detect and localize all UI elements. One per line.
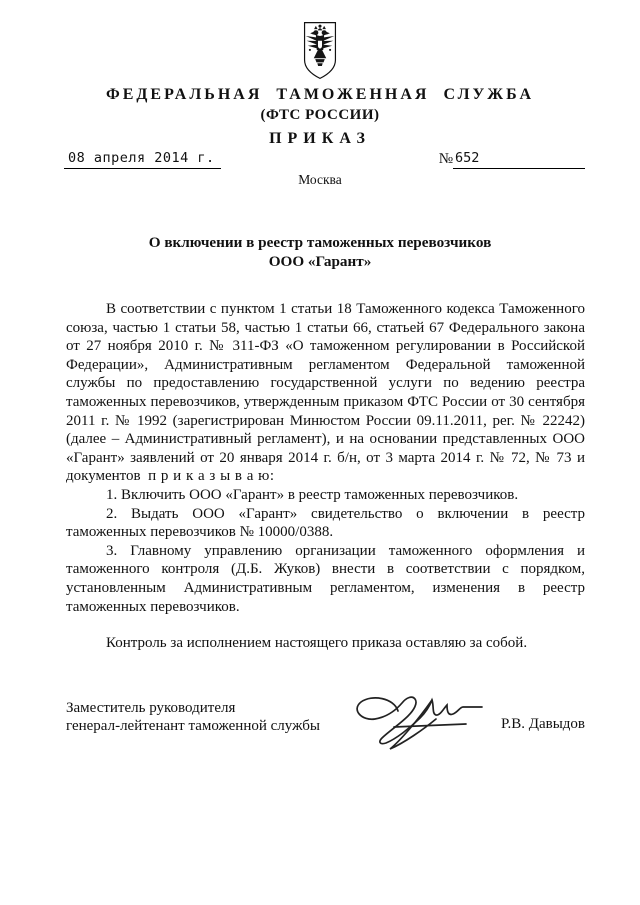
order-date: 08 апреля 2014 г. (64, 150, 221, 169)
agency-name: ФЕДЕРАЛЬНАЯ ТАМОЖЕННАЯ СЛУЖБА (105, 86, 535, 103)
order-number: 652 (453, 150, 585, 169)
order-title-line2: ООО «Гарант» (268, 253, 372, 270)
signature-block (66, 699, 585, 789)
number-sign: № (438, 151, 453, 167)
decree-word: п р и к а з ы в а ю: (148, 468, 275, 485)
city-label: Москва (298, 172, 342, 187)
signer-name: Р.В. Давыдов (501, 715, 585, 732)
order-item-3: 3. Главному управлению организации таможенного оформления и таможенного контроля (Д.Б. Жуков) внести в соответствии с порядком, установленным Административным регламентом, изменения в реестр таможенных перевозчиков. (66, 542, 585, 615)
order-body (66, 300, 585, 653)
order-item-2: 2. Выдать ООО «Гарант» свидетельство о включении в реестр таможенных перевозчиков № 10000/0388. (66, 505, 585, 541)
date-number-row (0, 150, 640, 169)
order-item-1: 1. Включить ООО «Гарант» в реестр таможенных перевозчиков. (106, 486, 519, 503)
control-paragraph: Контроль за исполнением настоящего приказа оставляю за собой. (106, 635, 528, 652)
order-title-line1: О включении в реестр таможенных перевозчиков (148, 234, 492, 251)
intro-paragraph (66, 300, 585, 486)
agency-abbreviation: (ФТС РОССИИ) (260, 107, 380, 123)
order-title (0, 233, 640, 271)
document-type-heading: ПРИКАЗ (269, 130, 371, 147)
intro-text: В соответствии с пунктом 1 статьи 18 Таможенного кодекса Таможенного союза, частью 1 статьи 58, частью 1 статьи 66, статьей 67 Федерального закона от 27 ноября 2010 г. № 311-ФЗ «О таможенном регулировании в Российской Федерации», Административным регламентом Федеральной таможенной службы по предоставлению государственной услуги по ведению реестра таможенных перевозчиков, утвержденным приказом ФТС России от 30 сентября 2011 г. № 1992 (зарегистрирован Минюстом России 09.11.2011, рег. № 22242) (далее – Административный регламент), и на основании представленных ООО «Гарант» заявлений от 20 января 2014 г. б/н, от 3 марта 2014 г. № 72, № 73 и документов (66, 301, 585, 485)
order-number-field (439, 150, 585, 169)
handwritten-signature (342, 685, 492, 757)
signer-position-line1: Заместитель руководителя (66, 699, 236, 716)
signer-position-line2: генерал-лейтенант таможенной службы (66, 718, 320, 735)
coat-of-arms-icon (0, 0, 640, 82)
